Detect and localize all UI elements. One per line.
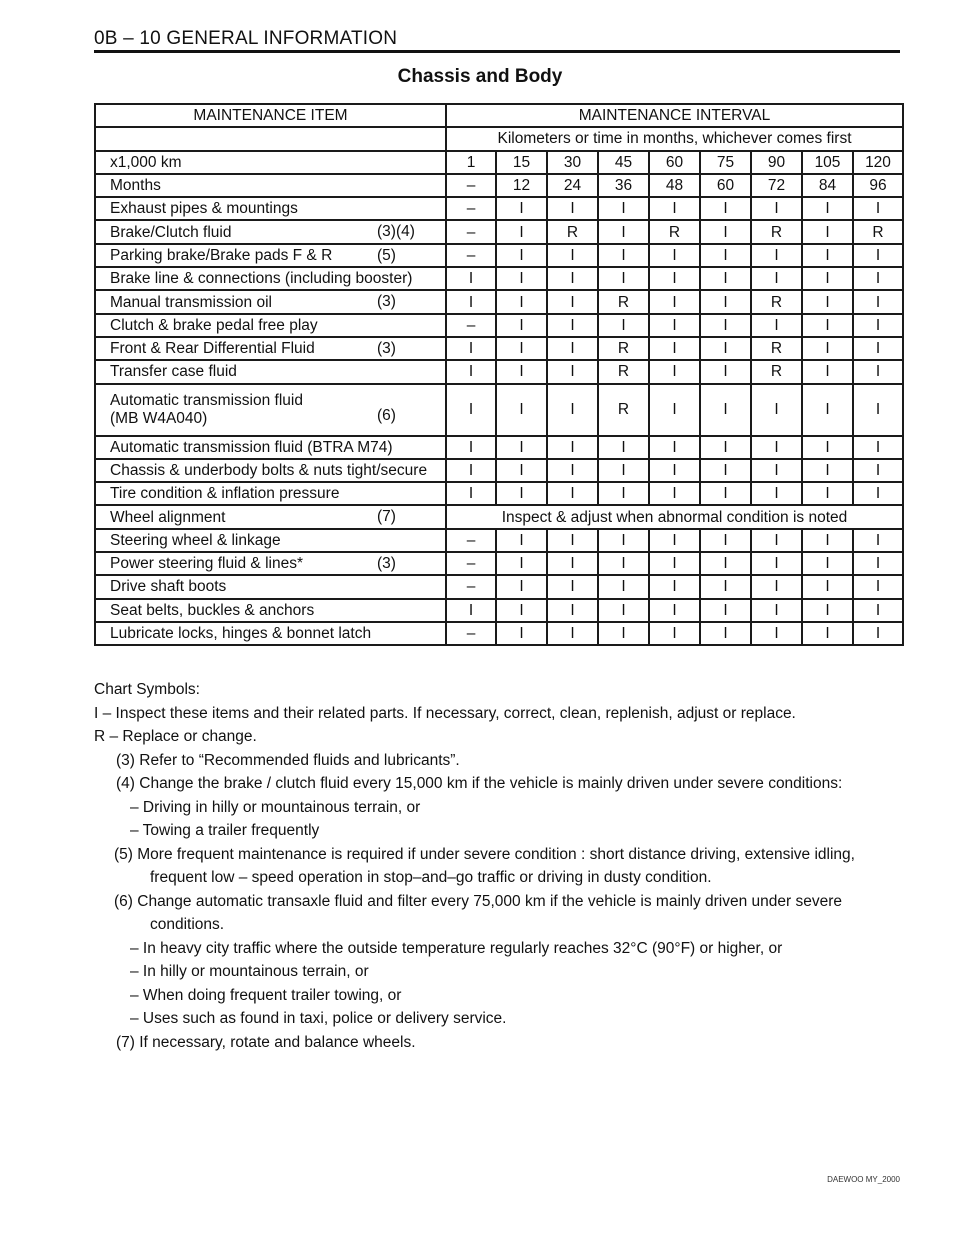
header-rule	[94, 50, 900, 53]
interval-cell: 60	[649, 151, 700, 174]
maintenance-item-label: Manual transmission oil	[110, 293, 272, 311]
table-row	[95, 529, 903, 552]
interval-cell: I	[649, 459, 700, 482]
maintenance-table	[94, 103, 904, 646]
table-row	[95, 174, 903, 197]
interval-cell: I	[751, 599, 802, 622]
interval-note: Inspect & adjust when abnormal condition is noted	[446, 505, 903, 528]
table-row	[95, 197, 903, 220]
interval-cell: I	[751, 622, 802, 645]
interval-cell: –	[446, 197, 496, 220]
interval-cell: I	[446, 459, 496, 482]
interval-cell: I	[802, 482, 853, 505]
interval-cell: I	[598, 244, 649, 267]
interval-cell: I	[547, 552, 598, 575]
interval-cell: I	[853, 337, 903, 360]
interval-cell: I	[751, 314, 802, 337]
interval-cell: 84	[802, 174, 853, 197]
interval-cell: I	[496, 529, 547, 552]
interval-cell: I	[496, 197, 547, 220]
maintenance-item-cell	[95, 529, 446, 552]
interval-cell: I	[700, 267, 751, 290]
interval-cell: –	[446, 314, 496, 337]
interval-cell: 75	[700, 151, 751, 174]
footer-brand: DAEWOO MY_2000	[827, 1175, 900, 1184]
interval-cell: I	[547, 599, 598, 622]
maintenance-item-label: Exhaust pipes & mountings	[110, 200, 298, 218]
interval-cell: I	[547, 482, 598, 505]
interval-cell: I	[802, 622, 853, 645]
maintenance-item-cell	[95, 290, 446, 313]
interval-cell: I	[547, 314, 598, 337]
interval-cell: I	[802, 575, 853, 598]
note-line: I – Inspect these items and their related parts. If necessary, correct, clean, replenish, adjust or replace.	[94, 704, 796, 722]
maintenance-item-cell	[95, 197, 446, 220]
interval-cell: I	[598, 599, 649, 622]
maintenance-item-label: Seat belts, buckles & anchors	[110, 601, 315, 619]
maintenance-item-cell	[95, 384, 446, 436]
interval-cell: I	[547, 360, 598, 383]
interval-cell: I	[598, 436, 649, 459]
interval-cell: I	[547, 622, 598, 645]
interval-cell: I	[700, 575, 751, 598]
maintenance-item-label: Brake line & connections (including booster)	[110, 270, 413, 288]
reference-note: (7)	[377, 508, 396, 526]
interval-cell: 1	[446, 151, 496, 174]
interval-cell: 24	[547, 174, 598, 197]
interval-cell: I	[853, 552, 903, 575]
table-row	[95, 220, 903, 243]
table-row	[95, 575, 903, 598]
interval-cell: I	[802, 314, 853, 337]
interval-cell: I	[649, 436, 700, 459]
note-line: – In heavy city traffic where the outside temperature regularly reaches 32°C (90°F) or higher, or	[130, 939, 783, 957]
maintenance-item-cell	[95, 267, 446, 290]
interval-cell: I	[598, 552, 649, 575]
maintenance-item-label: Power steering fluid & lines*	[110, 555, 303, 573]
maintenance-item-label: Lubricate locks, hinges & bonnet latch	[110, 625, 372, 643]
interval-cell: I	[547, 244, 598, 267]
subheader-blank	[95, 127, 446, 150]
interval-cell: I	[700, 314, 751, 337]
interval-cell: 12	[496, 174, 547, 197]
maintenance-item-label: Brake/Clutch fluid	[110, 223, 232, 241]
note-line: – Driving in hilly or mountainous terrain, or	[130, 798, 421, 816]
interval-cell: I	[649, 267, 700, 290]
interval-cell: I	[496, 599, 547, 622]
maintenance-item-cell	[95, 482, 446, 505]
interval-cell: I	[446, 436, 496, 459]
interval-cell: I	[700, 337, 751, 360]
maintenance-item-cell	[95, 314, 446, 337]
interval-cell: I	[496, 337, 547, 360]
interval-cell: I	[853, 360, 903, 383]
interval-cell: I	[802, 436, 853, 459]
interval-cell: I	[700, 360, 751, 383]
maintenance-item-label: Parking brake/Brake pads F & R	[110, 246, 333, 264]
maintenance-item-label: Months	[110, 177, 161, 195]
interval-cell: I	[700, 622, 751, 645]
interval-cell: 30	[547, 151, 598, 174]
note-line: – Towing a trailer frequently	[130, 822, 320, 839]
maintenance-item-cell	[95, 151, 446, 174]
note-line: R – Replace or change.	[94, 728, 257, 745]
interval-cell: –	[446, 622, 496, 645]
reference-note: (3)(4)	[377, 223, 415, 241]
interval-cell: I	[446, 290, 496, 313]
interval-cell: –	[446, 552, 496, 575]
interval-cell: I	[649, 290, 700, 313]
maintenance-item-cell	[95, 220, 446, 243]
interval-cell: 45	[598, 151, 649, 174]
maintenance-item-label: x1,000 km	[110, 153, 182, 171]
interval-cell: I	[496, 244, 547, 267]
interval-cell: –	[446, 575, 496, 598]
note-line: – Uses such as found in taxi, police or delivery service.	[130, 1010, 507, 1027]
table-row	[95, 436, 903, 459]
interval-cell: I	[547, 337, 598, 360]
interval-cell: I	[853, 197, 903, 220]
maintenance-item-cell	[95, 505, 446, 528]
interval-cell: –	[446, 174, 496, 197]
interval-cell: I	[700, 436, 751, 459]
table-body	[95, 151, 903, 646]
interval-cell: I	[802, 337, 853, 360]
interval-cell: I	[700, 482, 751, 505]
maintenance-item-label: Drive shaft boots	[110, 578, 227, 596]
interval-cell: I	[853, 436, 903, 459]
table-row	[95, 552, 903, 575]
interval-cell: I	[547, 529, 598, 552]
interval-cell: I	[649, 314, 700, 337]
interval-cell: 36	[598, 174, 649, 197]
table-row	[95, 505, 903, 528]
interval-cell: I	[496, 622, 547, 645]
column-header-item: MAINTENANCE ITEM	[95, 104, 446, 127]
table-row	[95, 622, 903, 645]
table-row	[95, 151, 903, 174]
maintenance-item-cell	[95, 459, 446, 482]
interval-cell: 96	[853, 174, 903, 197]
interval-cell: –	[446, 529, 496, 552]
maintenance-item-cell	[95, 552, 446, 575]
interval-cell: I	[751, 552, 802, 575]
interval-cell: I	[802, 244, 853, 267]
maintenance-item-cell	[95, 174, 446, 197]
interval-cell: R	[598, 360, 649, 383]
maintenance-item-cell	[95, 360, 446, 383]
interval-cell: I	[496, 267, 547, 290]
interval-cell: I	[496, 314, 547, 337]
interval-cell: I	[802, 197, 853, 220]
reference-note: (3)	[377, 555, 396, 573]
interval-cell: R	[751, 360, 802, 383]
interval-cell: I	[649, 360, 700, 383]
interval-cell: I	[496, 290, 547, 313]
interval-cell: I	[649, 197, 700, 220]
interval-cell: I	[547, 436, 598, 459]
table-row	[95, 244, 903, 267]
notes-section	[94, 678, 904, 1054]
interval-cell: 90	[751, 151, 802, 174]
interval-cell: I	[802, 384, 853, 436]
interval-cell: I	[547, 384, 598, 436]
interval-cell: R	[751, 337, 802, 360]
interval-cell: I	[700, 290, 751, 313]
maintenance-item-cell	[95, 436, 446, 459]
interval-cell: I	[700, 552, 751, 575]
maintenance-item-cell	[95, 575, 446, 598]
interval-cell: I	[598, 267, 649, 290]
interval-cell: I	[446, 384, 496, 436]
maintenance-item-cell	[95, 622, 446, 645]
interval-cell: I	[751, 197, 802, 220]
note-line: – When doing frequent trailer towing, or	[130, 986, 402, 1004]
interval-cell: I	[547, 197, 598, 220]
interval-cell: I	[598, 314, 649, 337]
interval-cell: I	[598, 197, 649, 220]
maintenance-item-label: Steering wheel & linkage	[110, 531, 281, 549]
page-header: 0B – 10 GENERAL INFORMATION	[94, 28, 398, 49]
reference-note: (3)	[377, 339, 396, 357]
interval-cell: I	[496, 384, 547, 436]
maintenance-item-label: Front & Rear Differential Fluid	[110, 340, 315, 358]
interval-cell: I	[853, 290, 903, 313]
interval-cell: I	[751, 436, 802, 459]
interval-cell: I	[700, 384, 751, 436]
interval-cell: I	[700, 459, 751, 482]
interval-cell: I	[853, 314, 903, 337]
interval-cell: I	[853, 622, 903, 645]
reference-note: (5)	[377, 246, 396, 264]
interval-cell: R	[598, 290, 649, 313]
interval-cell: I	[496, 459, 547, 482]
reference-note: (6)	[377, 406, 396, 424]
interval-cell: I	[649, 599, 700, 622]
interval-cell: I	[751, 384, 802, 436]
maintenance-item-cell	[95, 244, 446, 267]
section-title: Chassis and Body	[397, 66, 563, 87]
interval-cell: I	[547, 459, 598, 482]
interval-cell: I	[547, 267, 598, 290]
interval-cell: I	[496, 436, 547, 459]
table-row	[95, 337, 903, 360]
note-line: (6) Change automatic transaxle fluid and filter every 75,000 km if the vehicle is mainly driven under severe conditions.	[114, 892, 843, 933]
interval-cell: I	[496, 552, 547, 575]
interval-cell: I	[649, 622, 700, 645]
interval-cell: I	[751, 529, 802, 552]
interval-cell: R	[853, 220, 903, 243]
maintenance-item-cell	[95, 599, 446, 622]
interval-cell: I	[598, 220, 649, 243]
interval-cell: R	[547, 220, 598, 243]
interval-cell: I	[700, 529, 751, 552]
interval-cell: I	[751, 267, 802, 290]
interval-cell: I	[802, 360, 853, 383]
interval-cell: I	[649, 552, 700, 575]
maintenance-item-label: Automatic transmission fluid	[110, 391, 303, 409]
interval-subheader: Kilometers or time in months, whichever comes first	[446, 127, 903, 150]
maintenance-item-label: Tire condition & inflation pressure	[110, 485, 340, 503]
interval-cell: I	[853, 529, 903, 552]
interval-cell: I	[598, 529, 649, 552]
interval-cell: 60	[700, 174, 751, 197]
note-line: (5) More frequent maintenance is required if under severe condition : short distance driving, extensive idling, frequent low – speed operation in stop–and–go traffic or driving in dusty condition.	[114, 845, 855, 886]
table-row	[95, 482, 903, 505]
interval-cell: I	[853, 459, 903, 482]
maintenance-item-label: Chassis & underbody bolts & nuts tight/secure	[110, 462, 428, 479]
interval-cell: I	[598, 575, 649, 598]
maintenance-item-cell	[95, 337, 446, 360]
interval-cell: I	[446, 267, 496, 290]
interval-cell: R	[598, 337, 649, 360]
interval-cell: –	[446, 220, 496, 243]
interval-cell: I	[649, 482, 700, 505]
interval-cell: I	[751, 575, 802, 598]
interval-cell: I	[751, 459, 802, 482]
interval-cell: I	[700, 599, 751, 622]
column-header-interval: MAINTENANCE INTERVAL	[446, 104, 903, 127]
interval-cell: R	[649, 220, 700, 243]
interval-cell: I	[547, 290, 598, 313]
note-line: (4) Change the brake / clutch fluid every 15,000 km if the vehicle is mainly driven under severe conditions:	[116, 775, 843, 792]
interval-cell: I	[853, 384, 903, 436]
table-row	[95, 267, 903, 290]
interval-cell: I	[751, 482, 802, 505]
interval-cell: I	[802, 290, 853, 313]
table-row	[95, 599, 903, 622]
table-row	[95, 384, 903, 436]
maintenance-item-label: Transfer case fluid	[110, 363, 237, 381]
interval-cell: I	[598, 482, 649, 505]
interval-cell: I	[496, 575, 547, 598]
interval-cell: I	[649, 337, 700, 360]
maintenance-item-label-line2: (MB W4A040)	[110, 409, 208, 427]
reference-note: (3)	[377, 293, 396, 311]
interval-cell: I	[802, 529, 853, 552]
interval-cell: I	[802, 267, 853, 290]
interval-cell: I	[547, 575, 598, 598]
interval-cell: 15	[496, 151, 547, 174]
interval-cell: I	[853, 244, 903, 267]
maintenance-item-label: Automatic transmission fluid (BTRA M74)	[110, 438, 393, 456]
maintenance-item-label: Clutch & brake pedal free play	[110, 316, 318, 334]
interval-cell: 105	[802, 151, 853, 174]
interval-cell: I	[802, 220, 853, 243]
interval-cell: I	[802, 459, 853, 482]
interval-cell: I	[649, 244, 700, 267]
interval-cell: I	[446, 360, 496, 383]
interval-cell: I	[496, 360, 547, 383]
interval-cell: 72	[751, 174, 802, 197]
note-line: Chart Symbols:	[94, 681, 200, 698]
maintenance-item-label: Wheel alignment	[110, 508, 226, 526]
interval-cell: R	[751, 290, 802, 313]
interval-cell: I	[853, 575, 903, 598]
interval-cell: I	[446, 337, 496, 360]
interval-cell: I	[802, 552, 853, 575]
interval-cell: I	[496, 482, 547, 505]
interval-cell: 48	[649, 174, 700, 197]
table-row	[95, 290, 903, 313]
interval-cell: I	[598, 459, 649, 482]
interval-cell: R	[751, 220, 802, 243]
interval-cell: 120	[853, 151, 903, 174]
interval-cell: I	[649, 529, 700, 552]
interval-cell: R	[598, 384, 649, 436]
note-line: (7) If necessary, rotate and balance wheels.	[116, 1033, 416, 1051]
interval-cell: I	[853, 482, 903, 505]
interval-cell: I	[649, 384, 700, 436]
interval-cell: I	[853, 599, 903, 622]
interval-cell: I	[751, 244, 802, 267]
note-line: (3) Refer to “Recommended fluids and lubricants”.	[116, 751, 460, 769]
note-line: – In hilly or mountainous terrain, or	[130, 963, 369, 980]
interval-cell: I	[853, 267, 903, 290]
interval-cell: I	[446, 599, 496, 622]
table-row	[95, 459, 903, 482]
interval-cell: I	[802, 599, 853, 622]
interval-cell: I	[649, 575, 700, 598]
interval-cell: I	[700, 244, 751, 267]
interval-cell: –	[446, 244, 496, 267]
interval-cell: I	[598, 622, 649, 645]
interval-cell: I	[446, 482, 496, 505]
table-row	[95, 314, 903, 337]
table-row	[95, 360, 903, 383]
interval-cell: I	[496, 220, 547, 243]
interval-cell: I	[700, 197, 751, 220]
interval-cell: I	[700, 220, 751, 243]
